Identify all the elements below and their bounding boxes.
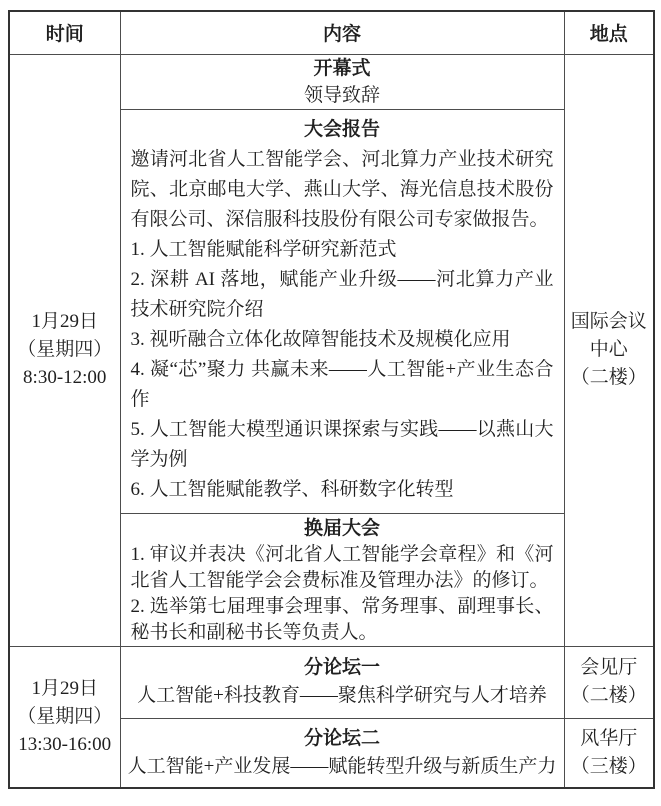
report-item: 2. 深耕 AI 落地，赋能产业升级——河北算力产业技术研究院介绍 <box>130 268 554 320</box>
time-range: 13:30-16:00 <box>18 733 112 755</box>
election-item: 2. 选举第七届理事会理事、常务理事、副理事长、秘书长和副秘书长等负责人。 <box>130 595 554 643</box>
section-title-election: 换届大会 <box>303 517 380 539</box>
report-item: 3. 视听融合立体化故障智能技术及规模化应用 <box>130 328 511 350</box>
report-item: 1. 人工智能赋能科学研究新范式 <box>130 238 397 260</box>
location-cell-forum2 <box>564 718 654 788</box>
report-intro: 邀请河北省人工智能学会、河北算力产业技术研究院、北京邮电大学、燕山大学、海光信息技术股份有限公司、深信服科技股份有限公司专家做报告。 <box>130 148 554 230</box>
election-item: 1. 审议并表决《河北省人工智能学会章程》和《河北省人工智能学会会费标准及管理办法》的修订。 <box>130 543 554 591</box>
time-date: 1月29日 <box>31 677 98 699</box>
column-header-location: 地点 <box>564 11 654 54</box>
forum1-subtitle: 人工智能+科技教育——聚焦科学研究与人才培养 <box>137 685 547 706</box>
location-cell-morning <box>564 54 654 646</box>
section-title-forum1: 分论坛一 <box>303 657 380 678</box>
report-item: 4. 凝“芯”聚力 共赢未来——人工智能+产业生态合作 <box>130 358 554 410</box>
forum2-subtitle: 人工智能+产业发展——赋能转型升级与新质生产力 <box>127 755 557 777</box>
section-title-forum2: 分论坛二 <box>303 727 380 749</box>
content-cell-report <box>120 109 564 513</box>
section-title-opening: 开幕式 <box>313 57 371 79</box>
time-range: 8:30-12:00 <box>23 367 107 388</box>
content-cell-election <box>120 513 564 646</box>
content-cell-forum2 <box>120 718 564 788</box>
time-cell-afternoon <box>9 646 120 788</box>
time-date: 1月29日 <box>31 311 98 332</box>
time-weekday: （星期四） <box>17 339 113 360</box>
report-item: 6. 人工智能赋能教学、科研数字化转型 <box>130 478 454 500</box>
row-opening <box>9 54 654 109</box>
report-item: 5. 人工智能大模型通识课探索与实践——以燕山大学为例 <box>130 418 554 470</box>
conference-schedule-table <box>8 10 655 789</box>
time-weekday: （星期四） <box>17 705 113 727</box>
location-line: （二楼） <box>570 367 647 388</box>
location-cell-forum1 <box>564 646 654 718</box>
opening-subtitle: 领导致辞 <box>303 84 380 106</box>
time-cell-morning <box>9 54 120 646</box>
content-cell-opening <box>120 54 564 109</box>
location-line: （三楼） <box>570 755 647 777</box>
location-line: 风华厅 <box>580 727 638 749</box>
content-cell-forum1 <box>120 646 564 718</box>
row-forum1 <box>9 646 654 718</box>
header-row <box>9 11 654 54</box>
section-title-report: 大会报告 <box>303 118 380 140</box>
column-header-time: 时间 <box>9 11 120 54</box>
location-line: 中心 <box>589 339 628 360</box>
location-line: 国际会议 <box>570 311 647 332</box>
location-line: （二楼） <box>570 685 647 706</box>
location-line: 会见厅 <box>580 657 638 678</box>
column-header-content: 内容 <box>120 11 564 54</box>
